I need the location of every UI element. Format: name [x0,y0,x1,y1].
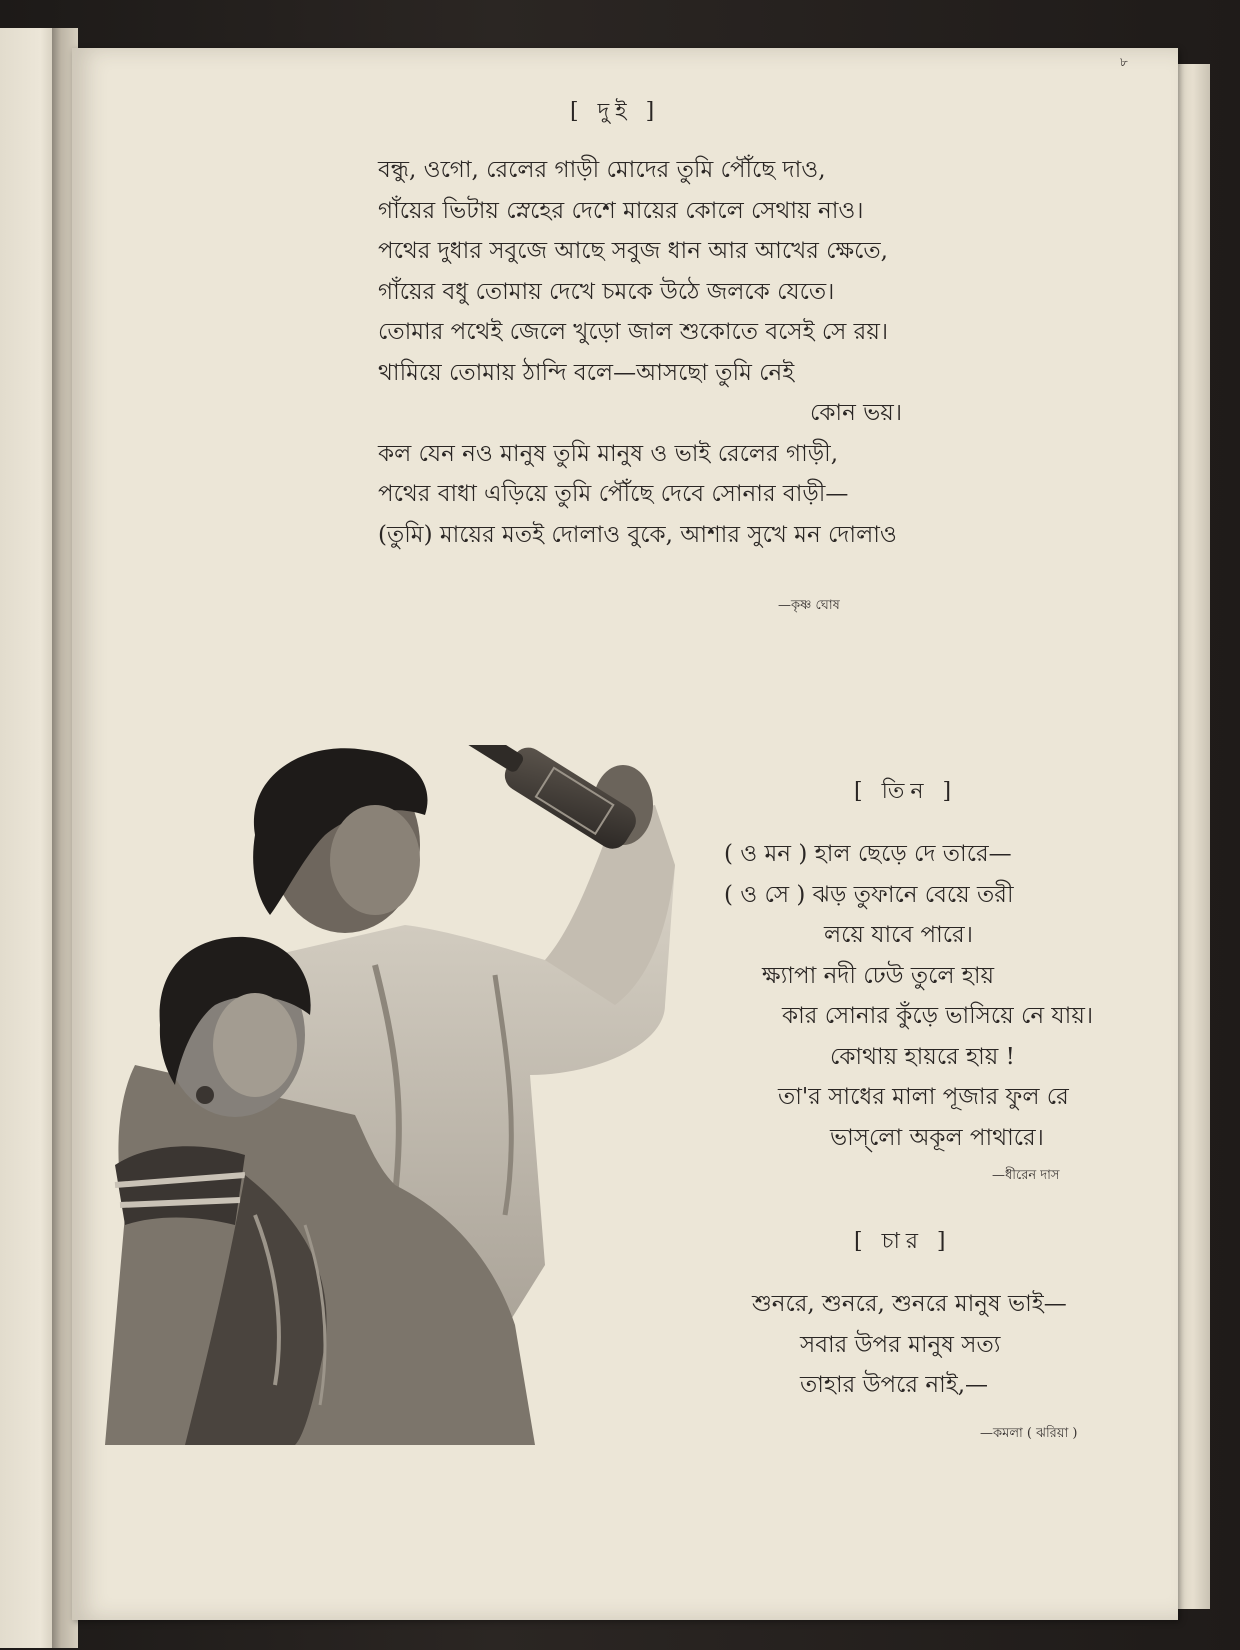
verse-line: কোথায় হায়রে হায় ! [830,1043,1015,1070]
verse-line: কার সোনার কুঁড়ে ভাসিয়ে নে যায়। [782,1003,1094,1029]
verse-line: ভাস্‌লো অকূল পাথারে। [830,1124,1044,1151]
verse-line: ( ও সে ) ঝড় তুফানে বেয়ে তরী [724,881,1014,908]
verse-line: ক্ষ্যাপা নদী ঢেউ তুলে হায় [762,962,995,989]
verse-line: পথের দুধার সবুজে আছে সবুজ ধান আর আখের ক্ষেতে, [378,238,888,264]
verse-line: তাহার উপরে নাই,— [800,1372,989,1398]
verse-line: তা'র সাধের মালা পূজার ফুল রে [778,1084,1069,1110]
section-two-verse [378,150,902,555]
verse-line: সবার উপর মানুষ সত্য [800,1331,1001,1358]
section-four-verse [752,1284,1067,1406]
section-four-credit: —কমলা ( ঝরিয়া ) [980,1426,1078,1441]
verse-line: গাঁয়ের ভিটায় স্নেহের দেশে মায়ের কোলে সেথায় নাও। [378,197,864,224]
verse-line: কল যেন নও মানুষ তুমি মানুষ ও ভাই রেলের গাড়ী, [378,440,839,467]
verse-line: (তুমি) মায়ের মতই দোলাও বুকে, আশার সুখে মন দোলাও [378,521,897,548]
section-two-credit: —কৃষ্ণ ঘোষ [778,598,840,613]
page-number: ৮ [1120,55,1128,69]
verse-line: ( ও মন ) হাল ছেড়ে দে তারে— [724,841,1012,867]
verse-line: শুনরে, শুনরে, শুনরে মানুষ ভাই— [752,1291,1067,1317]
film-still-photo [75,745,705,1445]
verse-line: পথের বাধা এড়িয়ে তুমি পৌঁছে দেবে সোনার বাড়ী— [378,481,849,507]
section-four-heading: [ চার ] [854,1229,952,1254]
section-three-verse [724,834,1093,1158]
verse-line: থামিয়ে তোমায় ঠান্দি বলে—আসছো তুমি নেই [378,359,795,386]
verse-line: কোন ভয়। [810,400,903,426]
section-three-credit: —ধীরেন দাস [992,1168,1060,1183]
verse-line: বন্ধু, ওগো, রেলের গাড়ী মোদের তুমি পৌঁছে দাও, [378,157,826,183]
facing-page-edge [0,28,58,1648]
section-two-heading: [ দুই ] [570,99,661,124]
verse-line: গাঁয়ের বধু তোমায় দেখে চমকে উঠে জলকে যেতে। [378,278,835,305]
verse-line: লয়ে যাবে পারে। [824,922,973,948]
verse-line: তোমার পথেই জেলে খুড়ো জাল শুকোতে বসেই সে রয়। [378,319,889,345]
section-three-heading: [ তিন ] [854,779,958,804]
